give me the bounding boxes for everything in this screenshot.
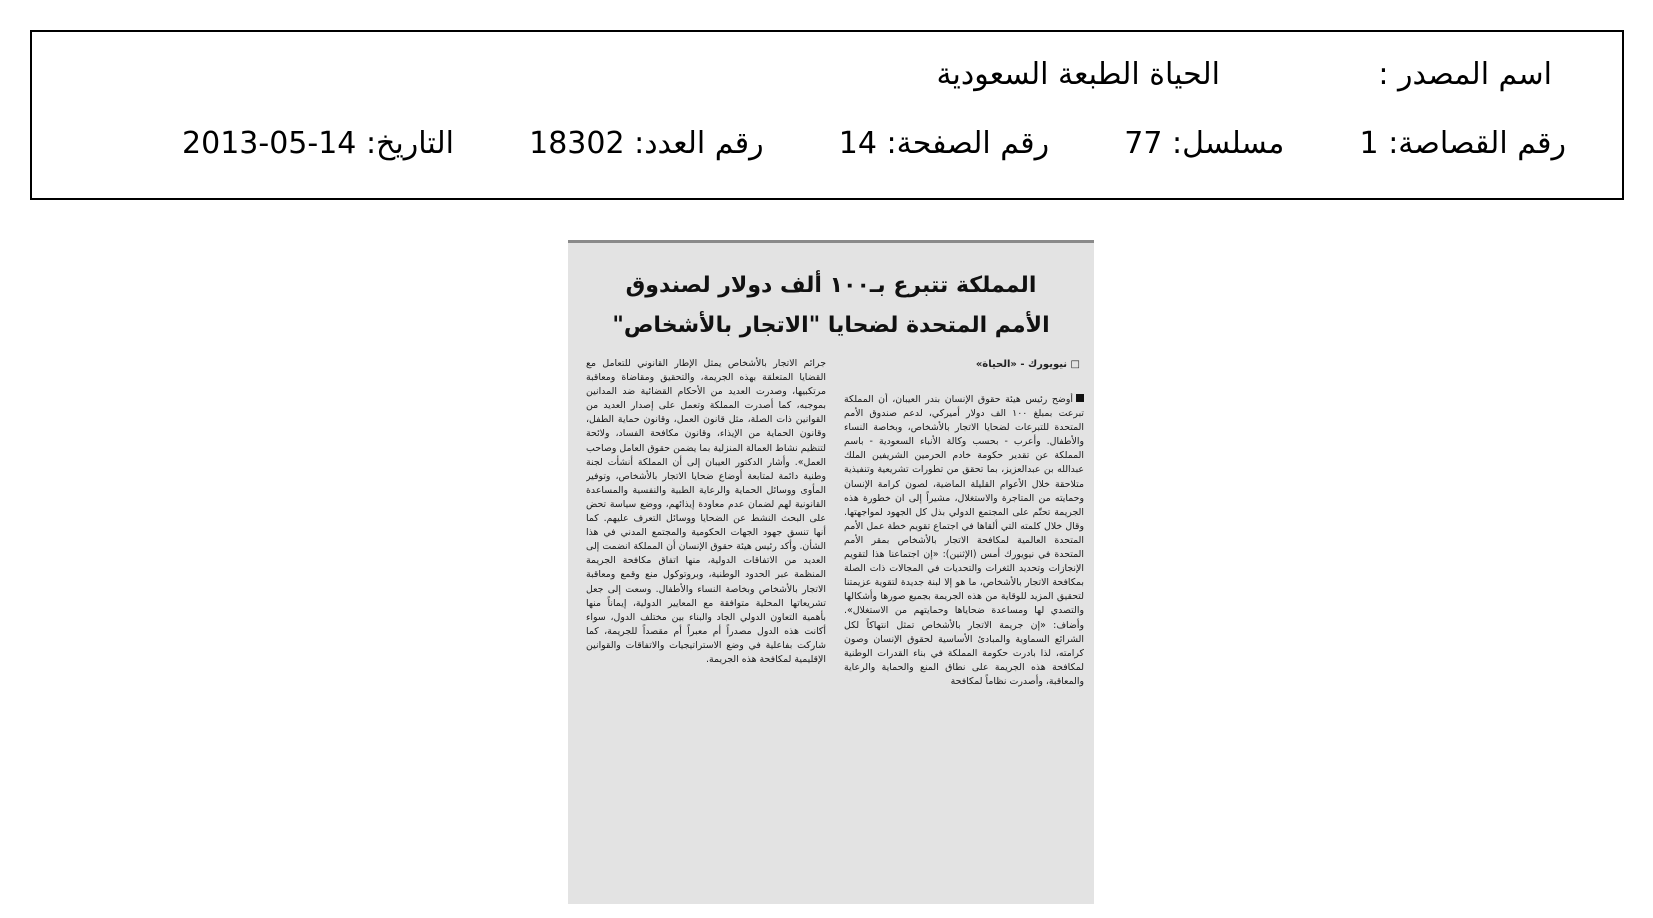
page-field [838, 126, 1050, 161]
serial-value: 77 [1124, 126, 1163, 161]
headline-line-2: الأمم المتحدة لضحايا "الاتجار بالأشخاص" [612, 313, 1050, 338]
date-field [182, 126, 454, 161]
source-label: اسم المصدر : [1378, 57, 1552, 92]
date-value: 2013-05-14 [182, 126, 357, 161]
article-column-left [586, 357, 826, 897]
page-label: رقم الصفحة: [886, 126, 1050, 161]
date-label: التاريخ: [365, 126, 454, 161]
lead-square-icon [1076, 394, 1084, 402]
clip-number-value: 1 [1359, 126, 1379, 161]
article-body-left: جرائم الاتجار بالأشخاص يمثل الإطار القانوني للتعامل مع القضايا المتعلقة بهذه الجريمة، والتحقيق ومقاضاة ومعاقبة مرتكبيها، وصدرت العديد من الأحكام القضائية ضد المدانين بموجبه، كما أصدرت المملكة وتعمل على إصدار العديد من القوانين ذات الصلة، مثل قانون العمل، وقانون حماية الطفل، وقانون الحماية من الإيذاء، وقانون مكافحة الفساد، ولائحة لتنظيم نشاط العمالة المنزلية بما يضمن حقوق العامل وصاحب العمل». وأشار الدكتور العيبان إلى أن المملكة أنشأت لجنة وطنية دائمة لمتابعة أوضاع ضحايا الاتجار بالأشخاص، وتوفير المأوى ووسائل الحماية والرعاية الطبية والنفسية والمساعدة القانونية لهم لضمان عدم معاودة إيذائهم، ووضع سياسة تحض على البحث النشط عن الضحايا ووسائل التعرف عليهم. كما أنها تنسق جهود الجهات الحكومية والمجتمع المدني في هذا الشأن. وأكد رئيس هيئة حقوق الإنسان أن المملكة انضمت إلى العديد من الاتفاقات الدولية، منها اتفاق مكافحة الجريمة المنظمة عبر الحدود الوطنية، وبروتوكول منع وقمع ومعاقبة الاتجار بالأشخاص وبخاصة النساء والأطفال. وسعت إلى جعل تشريعاتها المحلية متوافقة مع المعايير الدولية، إيماناً منها بأهمية التعاون الدولي الجاد والبناء بين مختلف الدول، سواء أكانت هذه الدول مصدراً أم معبراً أم مقصداً للجريمة، كما شاركت بفاعلية في وضع الاستراتيجيات والاتفاقات والقوانين الإقليمية لمكافحة هذه الجريمة. [586, 358, 826, 665]
issue-value: 18302 [529, 126, 625, 161]
article-column-right [844, 393, 1084, 893]
source-value: الحياة الطبعة السعودية [936, 57, 1220, 92]
clipping-header [30, 30, 1624, 200]
clip-number-field [1359, 126, 1566, 161]
newspaper-clipping [568, 240, 1094, 904]
issue-field [529, 126, 764, 161]
headline-line-1: المملكة تتبرع بـ١٠٠ ألف دولار لصندوق [625, 273, 1037, 298]
metadata-row [182, 126, 1566, 161]
clip-number-label: رقم القصاصة: [1388, 126, 1566, 161]
article-body-right: أوضح رئيس هيئة حقوق الإنسان بندر العيبان، أن المملكة تبرعت بمبلغ ١٠٠ الف دولار أميركي، لدعم صندوق الأمم المتحدة للتبرعات لضحايا الاتجار بالأشخاص، وبخاصة النساء والأطفال. وأعرب - بحسب وكالة الأنباء السعودية - باسم المملكة عن تقدير حكومة خادم الحرمين الشريفين الملك عبدالله بن عبدالعزيز، بما تحقق من تطورات تشريعية وتنفيذية متلاحقة خلال الأعوام القليلة الماضية، لصون كرامة الإنسان وحمايته من المتاجرة والاستغلال، مشيراً إلى ان خطورة هذه الجريمة تحتّم على المجتمع الدولي بذل كل الجهود لمواجهتها. وقال خلال كلمته التي ألقاها في اجتماع تقويم خطة عمل الأمم المتحدة العالمية لمكافحة الاتجار بالأشخاص بمقر الأمم المتحدة في نيويورك أمس (الإثنين): «إن اجتماعنا هذا لتقويم الإنجازات وتحديد الثغرات والتحديات في المجالات ذات الصلة بمكافحة الاتجار بالأشخاص، ما هو إلا لبنة جديدة لتقوية عزيمتنا لتحقيق المزيد للوقاية من هذه الجريمة بجميع صورها وأشكالها والتصدي لها ومساعدة ضحاياها وحمايتهم من الاستغلال». وأضاف: «إن جريمة الاتجار بالأشخاص تمثل انتهاكاً لكل الشرائع السماوية والمبادئ الأساسية لحقوق الإنسان وصون كرامته، لذا بادرت حكومة المملكة في بناء القدرات الوطنية لمكافحة هذه الجريمة على نطاق المنع والحماية والرعاية والمعاقبة، وأصدرت نظاماً لمكافحة [844, 394, 1084, 687]
serial-label: مسلسل: [1172, 126, 1285, 161]
issue-label: رقم العدد: [634, 126, 764, 161]
page-value: 14 [838, 126, 877, 161]
dateline: □ نيويورك - «الحياة» [975, 359, 1080, 370]
serial-field [1124, 126, 1285, 161]
